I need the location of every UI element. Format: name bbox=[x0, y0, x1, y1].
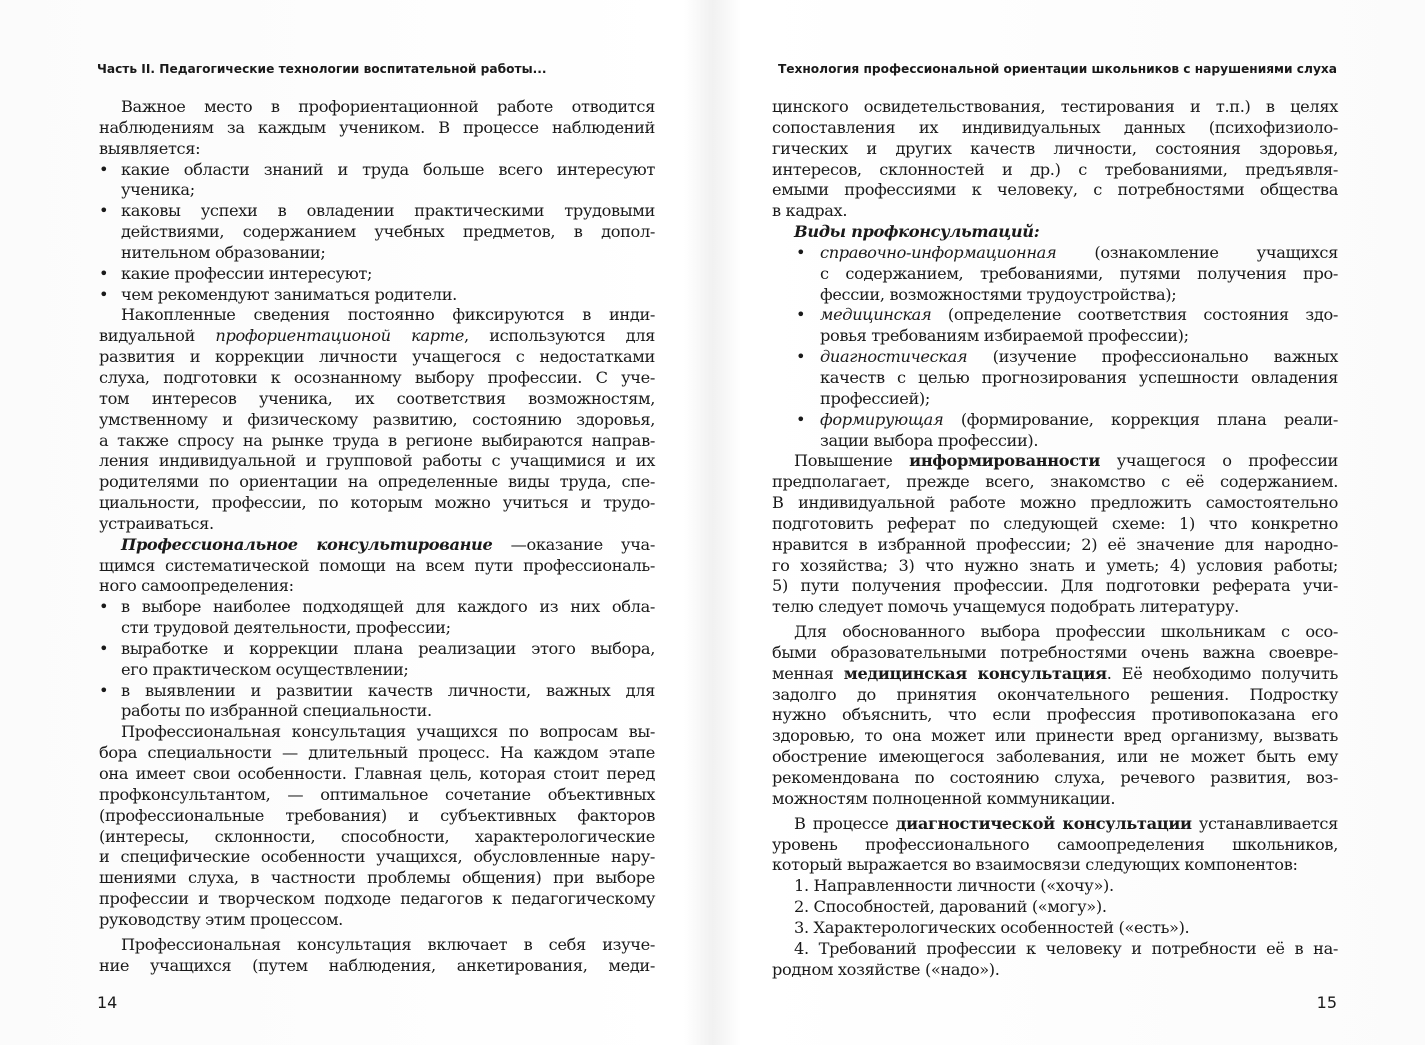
emphasis-term: справочно-информационная bbox=[820, 242, 1057, 262]
text-line: можностям полноценной коммуникации. bbox=[772, 788, 1116, 808]
text-line: а также спросу на рынке труда в регионе выбираются направ- bbox=[99, 430, 655, 450]
list-item: 4. Требований профессии к человеку и потребности её в на- bbox=[794, 938, 1338, 958]
text-line: наблюдениям за каждым учеником. В процессе наблюдений bbox=[99, 117, 655, 137]
text-line: телю следует помочь учащемуся подобрать литературу. bbox=[772, 597, 1239, 617]
emphasis-term: профориентационой карте bbox=[215, 326, 464, 346]
text-line: Для обоснованного выбора профессии школьникам с осо- bbox=[794, 622, 1338, 642]
bullet-icon: • bbox=[99, 597, 109, 617]
text-line: Важное место в профориентационной работе отводится bbox=[121, 97, 655, 116]
text-line: В процессе диагностической консультации устанавливается bbox=[794, 813, 1338, 833]
text-line: профессии и творческом подходе педагогов к педагогическому bbox=[99, 889, 655, 909]
bullet-icon: • bbox=[99, 680, 109, 700]
text-line: в выявлении и развитии качеств личности, важных для bbox=[121, 680, 655, 700]
text-line: Накопленные сведения постоянно фиксируются в инди- bbox=[121, 305, 655, 325]
text-line: задолго до принятия окончательного решения. Подростку bbox=[772, 684, 1338, 704]
emphasis-term: диагностическая bbox=[820, 347, 968, 367]
text-line: профконсультантом, — оптимальное сочетание объективных bbox=[99, 784, 655, 804]
list-item: • медицинская (определение соответствия состояния здо- ровья требованиям избираемой профессии); bbox=[796, 305, 1338, 346]
text-line: том интересов ученика, их соответствия возможностям, bbox=[99, 388, 655, 408]
list-item bbox=[99, 263, 655, 285]
left-paragraph-3 bbox=[99, 534, 655, 598]
left-running-head: Часть II. Педагогические технологии воспитательной работы... bbox=[97, 62, 547, 76]
text-line: здоровью, то она может или принести вред организму, вызвать bbox=[772, 726, 1338, 746]
text-line: менная медицинская консультация. Её необходимо получить bbox=[772, 663, 1338, 683]
list-item: • формирующая (формирование, коррекция плана реали- зации выбора профессии). bbox=[796, 409, 1338, 450]
text-line: Профессиональная консультация учащихся по вопросам вы- bbox=[121, 722, 655, 742]
list-item bbox=[99, 597, 655, 639]
list-item bbox=[99, 201, 655, 264]
list-item: • справочно-информационная (ознакомление учащихся с содержанием, требованиями, путями получения про- фессии, возможностями трудоустройства); bbox=[796, 242, 1338, 304]
list-item bbox=[99, 159, 655, 202]
bold-term: диагностической консультации bbox=[895, 813, 1192, 833]
text-line: она имеет свои особенности. Главная цель, которая стоит перед bbox=[99, 764, 655, 783]
text-line: работы по избранной специальности. bbox=[121, 701, 432, 721]
right-paragraph-3 bbox=[772, 622, 1338, 810]
right-types-heading bbox=[772, 222, 1338, 243]
text-line: сти трудовой деятельности, профессии; bbox=[121, 618, 451, 638]
text-line: какие области знаний и труда больше всего интересуют bbox=[121, 159, 655, 179]
bullet-icon: • bbox=[796, 242, 806, 262]
emphasis-term: формирующая bbox=[820, 409, 944, 429]
text-line: бора специальности — длительный процесс. На каждом этапе bbox=[99, 743, 655, 763]
text-line: с содержанием, требованиями, путями получения про- bbox=[820, 263, 1338, 283]
text-line: обострение имеющегося заболевания, или не может быть ему bbox=[772, 747, 1338, 767]
text-line: ученика; bbox=[121, 180, 195, 200]
left-bullet-list-1 bbox=[99, 159, 655, 306]
text-line: его практическом осуществлении; bbox=[121, 659, 409, 679]
text-line: развития и коррекции личности учащегося с недостатками bbox=[99, 347, 655, 367]
right-page-number: 15 bbox=[1316, 993, 1337, 1012]
text-line: подготовить реферат по следующей схеме: 1) что конкретно bbox=[772, 513, 1338, 533]
text-line: щимся систематической помощи на всем пути профессиональ- bbox=[99, 555, 655, 575]
left-page bbox=[0, 0, 712, 1045]
text-line: интересов, склонностей и др.) с требованиями, предъявля- bbox=[772, 159, 1338, 179]
text-line: фессии, возможностями трудоустройства); bbox=[820, 284, 1177, 304]
left-page-body bbox=[99, 97, 656, 976]
text-line: цинского освидетельствования, тестирования и т.п.) в целях bbox=[772, 97, 1338, 116]
text-line: уровень профессионального самоопределения школьников, bbox=[772, 834, 1338, 854]
text-line: циальности, профессии, по которым можно учиться и трудо- bbox=[99, 493, 655, 513]
text-line: (интересы, склонности, способности, характерологические bbox=[99, 826, 655, 846]
text-line: шениями слуха, в частности проблемы общения) при выборе bbox=[99, 868, 655, 888]
bullet-icon: • bbox=[796, 305, 806, 325]
text-line: слуха, подготовки к осознанному выбору профессии. С уче- bbox=[99, 367, 655, 387]
right-types-list bbox=[772, 243, 1338, 451]
bullet-icon: • bbox=[796, 409, 806, 429]
bullet-icon: • bbox=[99, 284, 109, 304]
right-paragraph-4 bbox=[772, 814, 1338, 877]
bold-term: медицинская консультация bbox=[843, 663, 1107, 683]
left-paragraph-1 bbox=[99, 97, 655, 160]
text-line: родном хозяйстве («надо»). bbox=[772, 959, 1000, 979]
text-line: быми образовательными потребностями очень важна своевре- bbox=[772, 642, 1338, 662]
left-page-number: 14 bbox=[97, 993, 118, 1012]
text-line: и специфические особенности учащихся, обусловленные нару- bbox=[99, 847, 655, 867]
text-line: ного самоопределения: bbox=[99, 576, 294, 596]
text-line: выявляется: bbox=[99, 138, 201, 158]
text-line: Профессиональная консультация включает в себя изуче- bbox=[121, 934, 655, 954]
text-line: который выражается во взаимосвязи следующих компонентов: bbox=[772, 855, 1298, 875]
text-line: видуальной профориентационой карте, используются для bbox=[99, 326, 656, 346]
text-line: профессией); bbox=[820, 388, 931, 408]
text-line: Профессиональное консультирование —оказание уча- bbox=[121, 534, 655, 554]
right-paragraph-1 bbox=[772, 97, 1338, 222]
text-line: предполагает, прежде всего, знакомство с её содержанием. bbox=[772, 472, 1338, 492]
left-paragraph-2 bbox=[99, 305, 656, 534]
emphasis-term: медицинская bbox=[820, 305, 932, 325]
right-page-body bbox=[772, 97, 1338, 980]
text-line: в кадрах. bbox=[772, 201, 848, 221]
text-line: ровья требованиям избираемой профессии); bbox=[820, 326, 1189, 346]
text-line: рекомендована по состоянию слуха, речевого развития, воз- bbox=[772, 768, 1338, 787]
text-line: ние учащихся (путем наблюдения, анкетирования, меди- bbox=[99, 955, 655, 975]
list-item bbox=[99, 680, 655, 723]
bullet-icon: • bbox=[99, 263, 109, 283]
text-line: умственному и физическому развитию, состоянию здоровья, bbox=[99, 409, 655, 429]
text-line: какие профессии интересуют; bbox=[121, 263, 373, 283]
list-item: 2. Способностей, дарований («могу»). bbox=[794, 897, 1107, 917]
text-line: гических и других качеств личности, состояния здоровья, bbox=[772, 138, 1338, 158]
text-line: нравится в избранной профессии; 2) её значение для народно- bbox=[772, 534, 1338, 554]
bullet-icon: • bbox=[796, 347, 806, 367]
text-line: нужно объяснить, что если профессия противопоказана его bbox=[772, 705, 1338, 725]
right-page bbox=[712, 0, 1425, 1045]
left-bullet-list-2 bbox=[99, 597, 655, 722]
text-line: В индивидуальной работе можно предложить самостоятельно bbox=[772, 493, 1338, 513]
text-line: действиями, содержанием учебных предметов, в допол- bbox=[121, 222, 655, 242]
list-item: 3. Характерологических особенностей («есть»). bbox=[794, 917, 1190, 937]
section-heading: Виды профконсультаций: bbox=[794, 222, 1040, 242]
text-line: сопоставления их индивидуальных данных (психофизиоло- bbox=[772, 117, 1338, 137]
bold-term: информированности bbox=[909, 451, 1101, 471]
text-line: руководству этим процессом. bbox=[99, 909, 343, 929]
text-line: чем рекомендуют заниматься родители. bbox=[121, 284, 457, 304]
bullet-icon: • bbox=[99, 159, 109, 179]
list-item: 1. Направленности личности («хочу»). bbox=[794, 876, 1114, 896]
text-line: каковы успехи в овладении практическими трудовыми bbox=[121, 201, 655, 221]
text-line: Повышение информированности учащегося о профессии bbox=[794, 451, 1338, 471]
right-components-list bbox=[772, 876, 1338, 980]
text-line: нительном образовании; bbox=[121, 242, 326, 262]
text-line: родителями по ориентации на определенные виды труда, спе- bbox=[99, 472, 655, 492]
left-paragraph-4 bbox=[99, 722, 655, 930]
right-paragraph-2 bbox=[772, 451, 1338, 618]
text-line: ления индивидуальной и групповой работы с учащимися и их bbox=[99, 451, 655, 471]
bullet-icon: • bbox=[99, 638, 109, 658]
text-line: (профессиональные требования) и субъективных факторов bbox=[99, 805, 655, 825]
text-line: в выборе наиболее подходящей для каждого из них обла- bbox=[121, 597, 655, 617]
emphasis-term: Профессиональное консультирование bbox=[121, 534, 493, 554]
text-line: устраиваться. bbox=[99, 513, 214, 533]
list-item bbox=[99, 284, 655, 306]
text-line: 5) пути получения профессии. Для подготовки реферата учи- bbox=[772, 576, 1338, 596]
right-running-head: Технология профессиональной ориентации школьников с нарушениями слуха bbox=[777, 62, 1337, 76]
text-line: качеств с целью прогнозирования успешности овладения bbox=[820, 367, 1338, 387]
text-line: го хозяйства; 3) что нужно знать и уметь; 4) условия работы; bbox=[772, 555, 1338, 575]
list-item bbox=[99, 638, 655, 681]
bullet-icon: • bbox=[99, 201, 109, 221]
list-item: • диагностическая (изучение профессионально важных качеств с целью прогнозирования успешности овладения профессией); bbox=[796, 347, 1338, 408]
text-line: емыми профессиями к человеку, с потребностями общества bbox=[772, 180, 1338, 200]
left-paragraph-5 bbox=[99, 934, 655, 977]
text-line: выработке и коррекции плана реализации этого выбора, bbox=[121, 638, 655, 658]
text-line: зации выбора профессии). bbox=[820, 430, 1039, 450]
